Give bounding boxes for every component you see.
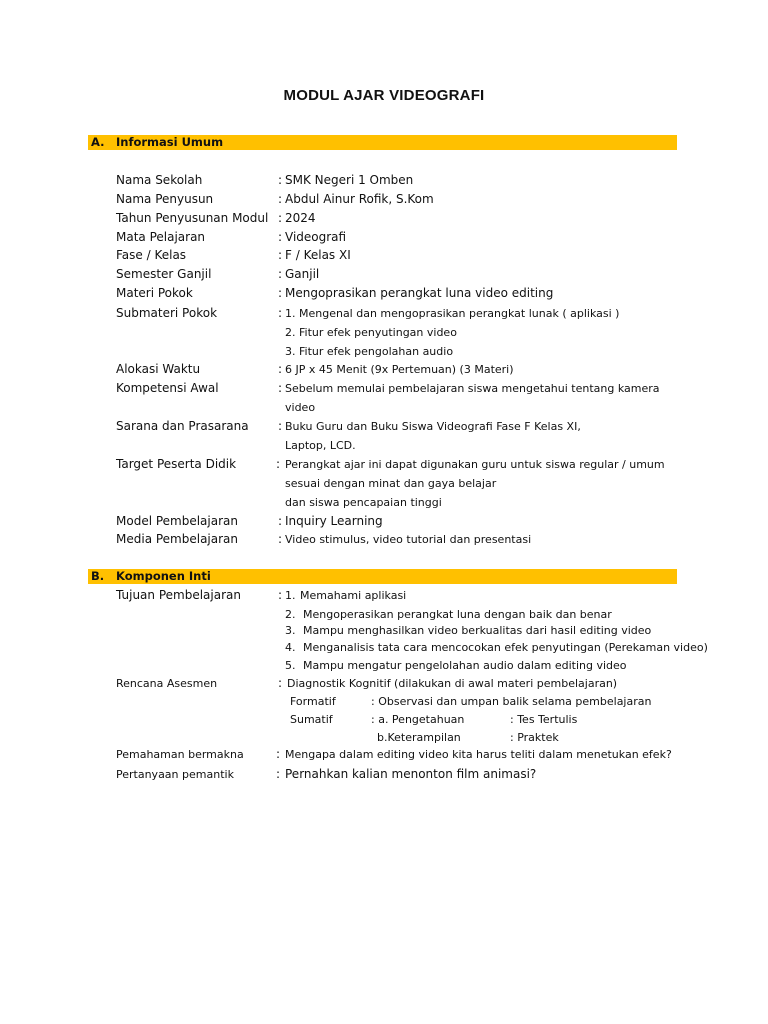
section-b-heading: Komponen Inti: [116, 569, 211, 583]
asesmen-sumatif-label: Sumatif: [290, 713, 333, 726]
colon: :: [278, 532, 283, 546]
colon: :: [278, 173, 283, 187]
colon: :: [278, 419, 283, 433]
label-semester: Semester Ganjil: [116, 267, 212, 281]
label-sarana-prasarana: Sarana dan Prasarana: [116, 419, 249, 433]
label-fase-kelas: Fase / Kelas: [116, 248, 187, 262]
label-media-pembelajaran: Media Pembelajaran: [116, 532, 239, 546]
tujuan-item-4: Menganalisis tata cara mencocokan efek penyutingan (Perekaman video): [303, 641, 708, 654]
asesmen-sumatif-a: : a. Pengetahuan: [371, 713, 465, 726]
value-sarana-1: Buku Guru dan Buku Siswa Videografi Fase F Kelas XI,: [285, 420, 581, 433]
colon: :: [278, 514, 283, 528]
tujuan-item-2: Mengoperasikan perangkat luna dengan baik dan benar: [303, 608, 612, 621]
label-tahun-penyusunan: Tahun Penyusunan Modul: [116, 211, 269, 225]
value-sarana-2: Laptop, LCD.: [285, 439, 356, 452]
tujuan-num-2: 2.: [285, 608, 296, 621]
value-submateri-2: 2. Fitur efek penyutingan video: [285, 326, 457, 339]
label-pertanyaan-pemantik: Pertanyaan pemantik: [116, 768, 234, 781]
colon: :: [278, 676, 283, 690]
section-a-heading: Informasi Umum: [116, 135, 224, 149]
tujuan-num-3: 3.: [285, 624, 296, 637]
label-alokasi-waktu: Alokasi Waktu: [116, 362, 201, 376]
colon: :: [278, 211, 283, 225]
asesmen-formatif-value: : Observasi dan umpan balik selama pembelajaran: [371, 695, 652, 708]
value-submateri-3: 3. Fitur efek pengolahan audio: [285, 345, 454, 358]
asesmen-sumatif-b: b.Keterampilan: [377, 731, 461, 744]
tujuan-num-5: 5.: [285, 659, 296, 672]
value-tahun-penyusunan: 2024: [285, 211, 316, 225]
label-tujuan-pembelajaran: Tujuan Pembelajaran: [116, 588, 241, 602]
label-nama-penyusun: Nama Penyusun: [116, 192, 214, 206]
value-target-1: Perangkat ajar ini dapat digunakan guru untuk siswa regular / umum: [285, 458, 665, 471]
colon: :: [278, 306, 283, 320]
label-target-peserta-didik: Target Peserta Didik: [116, 457, 237, 471]
tujuan-item-1: Memahami aplikasi: [300, 589, 407, 602]
label-kompetensi-awal: Kompetensi Awal: [116, 381, 219, 395]
value-media-pembelajaran: Video stimulus, video tutorial dan presentasi: [285, 533, 532, 546]
asesmen-sumatif-a-value: : Tes Tertulis: [510, 713, 578, 726]
tujuan-num-4: 4.: [285, 641, 296, 654]
tujuan-num-1: 1.: [285, 589, 296, 602]
colon: :: [278, 381, 283, 395]
value-nama-sekolah: SMK Negeri 1 Omben: [285, 173, 414, 187]
section-a-letter: A.: [91, 135, 105, 149]
colon: :: [276, 767, 281, 781]
value-kompetensi-awal-2: video: [285, 401, 316, 414]
value-materi-pokok: Mengoprasikan perangkat luna video editing: [285, 286, 554, 300]
label-pemahaman-bermakna: Pemahaman bermakna: [116, 748, 244, 761]
value-pertanyaan-pemantik: Pernahkan kalian menonton film animasi?: [285, 767, 537, 781]
asesmen-formatif-label: Formatif: [290, 695, 336, 708]
label-submateri-pokok: Submateri Pokok: [116, 306, 218, 320]
section-b-header: [88, 569, 677, 584]
colon: :: [278, 362, 283, 376]
asesmen-diagnostik: Diagnostik Kognitif (dilakukan di awal materi pembelajaran): [287, 677, 618, 690]
colon: :: [278, 286, 283, 300]
colon: :: [276, 457, 281, 471]
label-nama-sekolah: Nama Sekolah: [116, 173, 203, 187]
value-pemahaman-bermakna: Mengapa dalam editing video kita harus teliti dalam menetukan efek?: [285, 748, 672, 761]
label-model-pembelajaran: Model Pembelajaran: [116, 514, 238, 528]
tujuan-item-5: Mampu mengatur pengelolahan audio dalam editing video: [303, 659, 627, 672]
value-alokasi-waktu: 6 JP x 45 Menit (9x Pertemuan) (3 Materi): [285, 363, 514, 376]
section-a-header: [88, 135, 677, 150]
colon: :: [276, 747, 281, 761]
value-target-3: dan siswa pencapaian tinggi: [285, 496, 442, 509]
value-mata-pelajaran: Videografi: [285, 230, 347, 244]
value-nama-penyusun: Abdul Ainur Rofik, S.Kom: [285, 192, 434, 206]
value-model-pembelajaran: Inquiry Learning: [285, 514, 383, 528]
value-submateri-1: 1. Mengenal dan mengoprasikan perangkat lunak ( aplikasi ): [285, 307, 620, 320]
colon: :: [278, 192, 283, 206]
value-kompetensi-awal-1: Sebelum memulai pembelajaran siswa mengetahui tentang kamera: [285, 382, 660, 395]
label-rencana-asesmen: Rencana Asesmen: [116, 677, 218, 690]
label-mata-pelajaran: Mata Pelajaran: [116, 230, 206, 244]
document-title: MODUL AJAR VIDEOGRAFI: [283, 87, 485, 104]
section-b-letter: B.: [91, 569, 105, 583]
colon: :: [278, 588, 283, 602]
asesmen-sumatif-b-value: : Praktek: [510, 731, 559, 744]
value-fase-kelas: F / Kelas XI: [285, 248, 351, 262]
colon: :: [278, 230, 283, 244]
value-target-2: sesuai dengan minat dan gaya belajar: [285, 477, 497, 490]
colon: :: [278, 248, 283, 262]
colon: :: [278, 267, 283, 281]
label-materi-pokok: Materi Pokok: [116, 286, 193, 300]
tujuan-item-3: Mampu menghasilkan video berkualitas dari hasil editing video: [303, 624, 652, 637]
value-semester: Ganjil: [285, 267, 320, 281]
